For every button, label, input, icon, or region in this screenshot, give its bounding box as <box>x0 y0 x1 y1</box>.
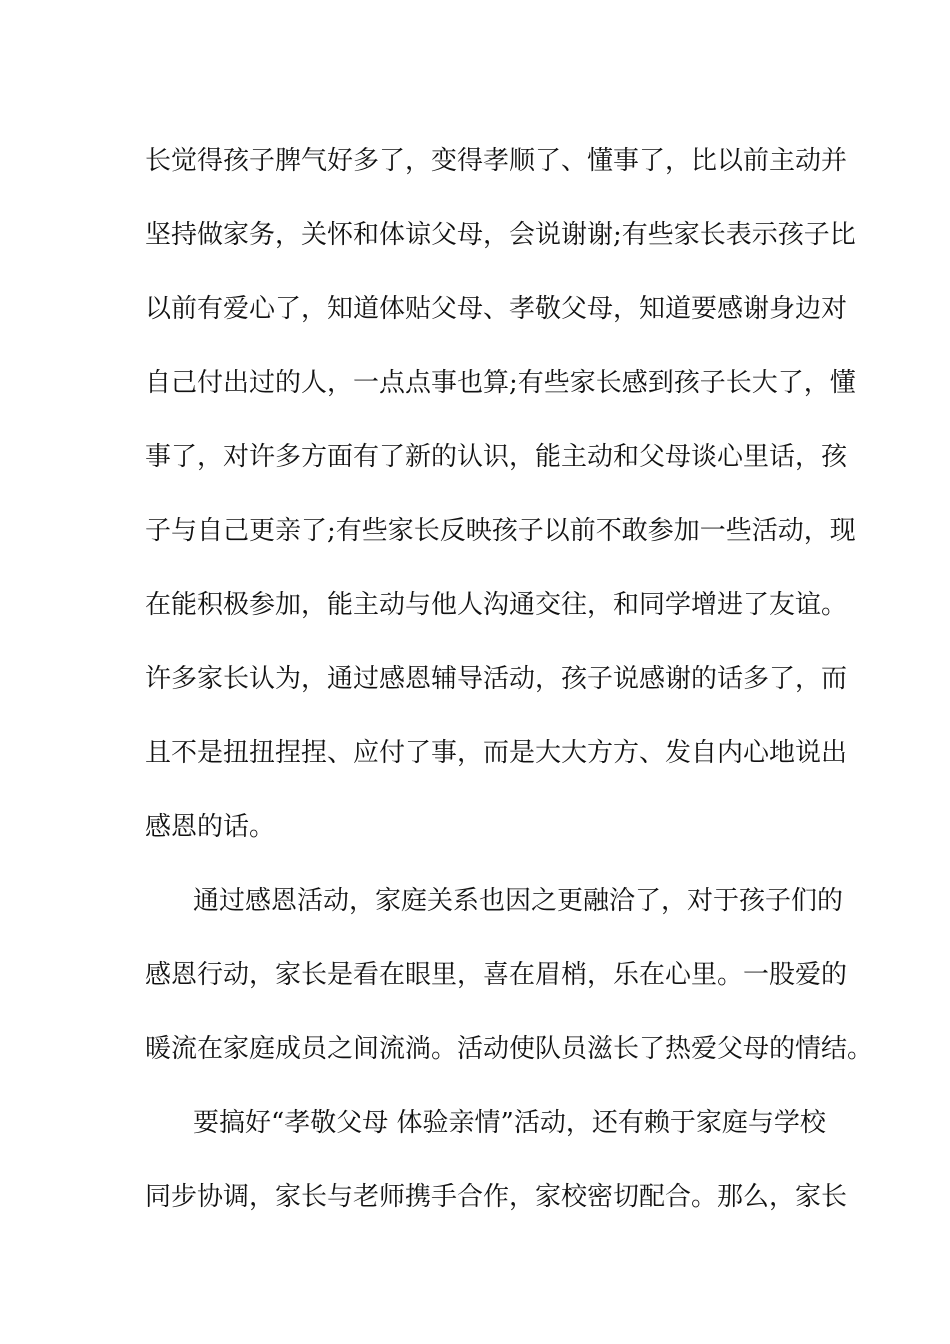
text-line-9: 且不是扭扭捏捏、应付了事，而是大大方方、发自内心地说出 <box>145 738 848 768</box>
text-line-12: 感恩行动，家长是看在眼里，喜在眉梢，乐在心里。一股爱的 <box>145 960 848 990</box>
text-line-13: 暖流在家庭成员之间流淌。活动使队员滋长了热爱父母的情结。 <box>145 1034 874 1064</box>
text-line-8: 许多家长认为，通过感恩辅导活动，孩子说感谢的话多了，而 <box>145 664 848 694</box>
body-text <box>145 124 874 1234</box>
text-line-1: 长觉得孩子脾气好多了，变得孝顺了、懂事了，比以前主动并 <box>145 146 848 176</box>
text-line-6: 子与自己更亲了;有些家长反映孩子以前不敢参加一些活动，现 <box>145 516 856 546</box>
text-line-11: 通过感恩活动，家庭关系也因之更融洽了，对于孩子们的 <box>193 886 844 916</box>
text-line-10: 感恩的话。 <box>145 812 276 842</box>
text-line-14: 要搞好“孝敬父母 体验亲情”活动，还有赖于家庭与学校 <box>193 1108 826 1138</box>
text-line-4: 自己付出过的人，一点点事也算;有些家长感到孩子长大了，懂 <box>145 368 856 398</box>
text-line-15: 同步协调，家长与老师携手合作，家校密切配合。那么，家长 <box>145 1182 848 1212</box>
text-line-5: 事了，对许多方面有了新的认识，能主动和父母谈心里话，孩 <box>145 442 848 472</box>
text-line-7: 在能积极参加，能主动与他人沟通交往，和同学增进了友谊。 <box>145 590 848 620</box>
text-line-2: 坚持做家务，关怀和体谅父母，会说谢谢;有些家长表示孩子比 <box>145 220 856 250</box>
text-line-3: 以前有爱心了，知道体贴父母、孝敬父母，知道要感谢身边对 <box>145 294 848 324</box>
